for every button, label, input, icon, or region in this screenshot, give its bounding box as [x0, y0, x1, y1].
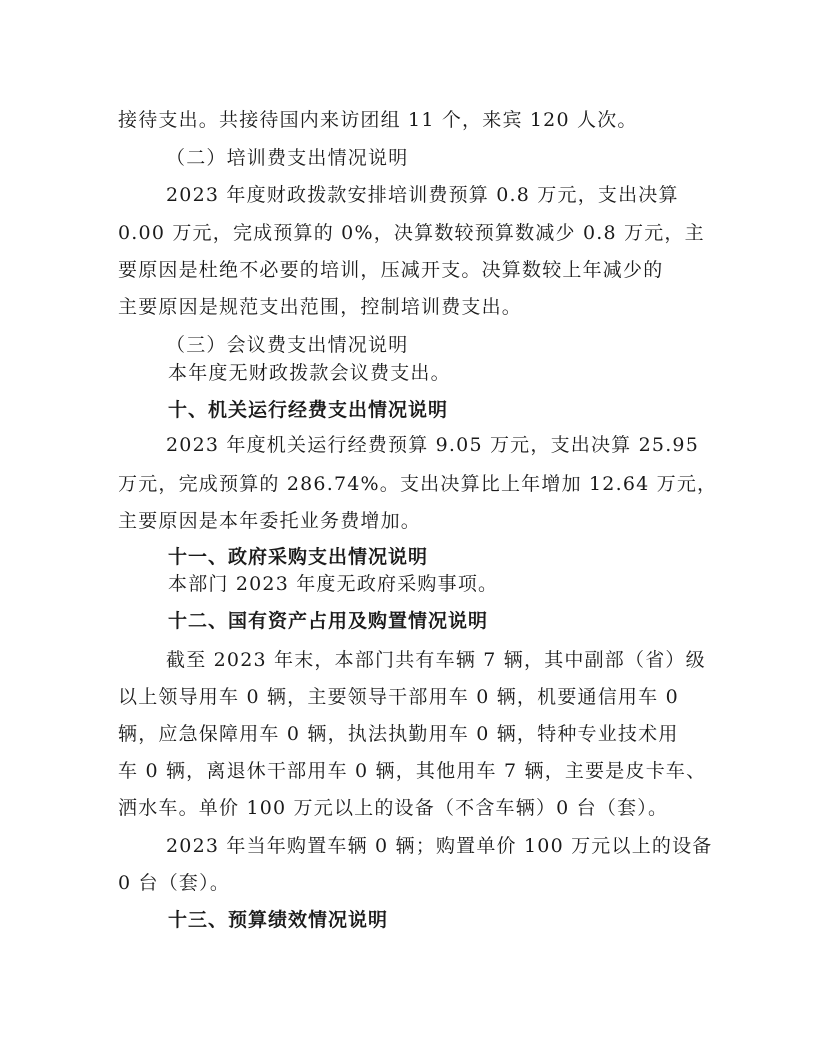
paragraph-line: 2023 年度机关运行经费预算 9.05 万元，支出决算 25.95 — [166, 434, 700, 456]
paragraph-line: 本年度无财政拨款会议费支出。 — [168, 362, 451, 384]
paragraph-line: 洒水车。单价 100 万元以上的设备（不含车辆）0 台（套）。 — [118, 797, 669, 819]
paragraph-line: 车 0 辆，离退休干部用车 0 辆，其他用车 7 辆，主要是皮卡车、 — [118, 760, 707, 782]
section-heading-procurement: 十一、政府采购支出情况说明 — [168, 546, 429, 568]
paragraph-line: 0 台（套）。 — [118, 872, 231, 894]
subsection-heading-training: （二）培训费支出情况说明 — [166, 147, 409, 169]
paragraph-line: 截至 2023 年末，本部门共有车辆 7 辆，其中副部（省）级 — [166, 649, 706, 671]
subsection-heading-meeting: （三）会议费支出情况说明 — [166, 334, 409, 356]
paragraph-line: 0.00 万元，完成预算的 0%，决算数较预算数减少 0.8 万元，主 — [118, 222, 705, 244]
section-heading-performance: 十三、预算绩效情况说明 — [168, 909, 389, 931]
section-heading-state-assets: 十二、国有资产占用及购置情况说明 — [168, 610, 489, 632]
paragraph-line: 2023 年度财政拨款安排培训费预算 0.8 万元，支出决算 — [166, 184, 679, 206]
paragraph-line: 要原因是杜绝不必要的培训，压减开支。决算数较上年减少的 — [118, 259, 664, 281]
paragraph-line: 主要原因是本年委托业务费增加。 — [118, 510, 422, 532]
paragraph-line: 2023 年当年购置车辆 0 辆；购置单价 100 万元以上的设备 — [166, 835, 713, 857]
paragraph-line: 万元，完成预算的 286.74%。支出决算比上年增加 12.64 万元， — [118, 473, 718, 495]
section-heading-operating-expenses: 十、机关运行经费支出情况说明 — [168, 399, 449, 421]
paragraph-line: 以上领导用车 0 辆，主要领导干部用车 0 辆，机要通信用车 0 — [118, 686, 679, 708]
paragraph-line: 主要原因是规范支出范围，控制培训费支出。 — [118, 296, 523, 318]
paragraph-line: 辆，应急保障用车 0 辆，执法执勤用车 0 辆，特种专业技术用 — [118, 723, 679, 745]
paragraph-line: 本部门 2023 年度无政府采购事项。 — [168, 573, 499, 595]
paragraph-line: 接待支出。共接待国内来访团组 11 个，来宾 120 人次。 — [118, 109, 638, 131]
